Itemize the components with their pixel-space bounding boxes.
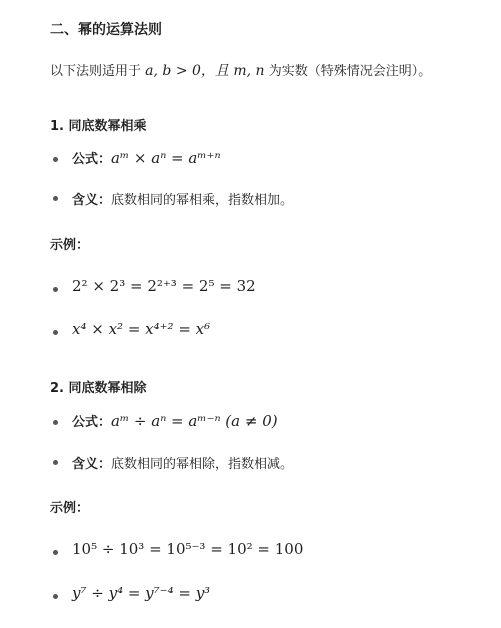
intro-post: 为实数（特殊情况会注明）。 xyxy=(268,64,432,79)
bullet-dot xyxy=(53,460,58,465)
bullet-dot xyxy=(53,550,58,555)
rule2-meaning-item xyxy=(72,453,293,472)
intro-condition: a, b > 0，且 m, n xyxy=(145,63,265,79)
intro-pre: 以下法则适用于 xyxy=(50,64,142,79)
rule1-heading: 1. 同底数幂相乘 xyxy=(50,119,147,134)
section-title: 二、幂的运算法则 xyxy=(50,22,162,38)
formula-label: 公式： xyxy=(72,152,112,167)
bullet-dot xyxy=(53,196,58,201)
intro-paragraph xyxy=(50,60,431,80)
rule1-meaning: 底数相同的幂相乘，指数相加。 xyxy=(111,193,294,208)
rule2-meaning: 底数相同的幂相除，指数相减。 xyxy=(111,457,294,472)
rule1-meaning-item xyxy=(72,189,293,208)
bullet-dot xyxy=(53,157,58,162)
rule1-formula: aᵐ × aⁿ = aᵐ⁺ⁿ xyxy=(111,149,221,167)
rule2-formula: aᵐ ÷ aⁿ = aᵐ⁻ⁿ (a ≠ 0) xyxy=(111,412,278,430)
rule1-examples-label: 示例： xyxy=(50,238,90,253)
rule2-heading: 2. 同底数幂相除 xyxy=(50,381,147,396)
meaning-label: 含义： xyxy=(72,457,112,472)
rule2-example-1: 10⁵ ÷ 10³ = 10⁵⁻³ = 10² = 100 xyxy=(72,540,304,558)
rule1-example-2: x⁴ × x² = x⁴⁺² = x⁶ xyxy=(72,320,211,338)
meaning-label: 含义： xyxy=(72,193,112,208)
rule1-formula-item xyxy=(72,148,221,167)
bullet-dot xyxy=(53,420,58,425)
bullet-dot xyxy=(53,594,58,599)
rule2-formula-item xyxy=(72,411,278,430)
bullet-dot xyxy=(53,330,58,335)
rule2-examples-label: 示例： xyxy=(50,501,90,516)
formula-label: 公式： xyxy=(72,415,112,430)
rule2-example-2: y⁷ ÷ y⁴ = y⁷⁻⁴ = y³ xyxy=(72,584,211,602)
bullet-dot xyxy=(53,287,58,292)
rule1-example-1: 2² × 2³ = 2²⁺³ = 2⁵ = 32 xyxy=(72,277,256,295)
